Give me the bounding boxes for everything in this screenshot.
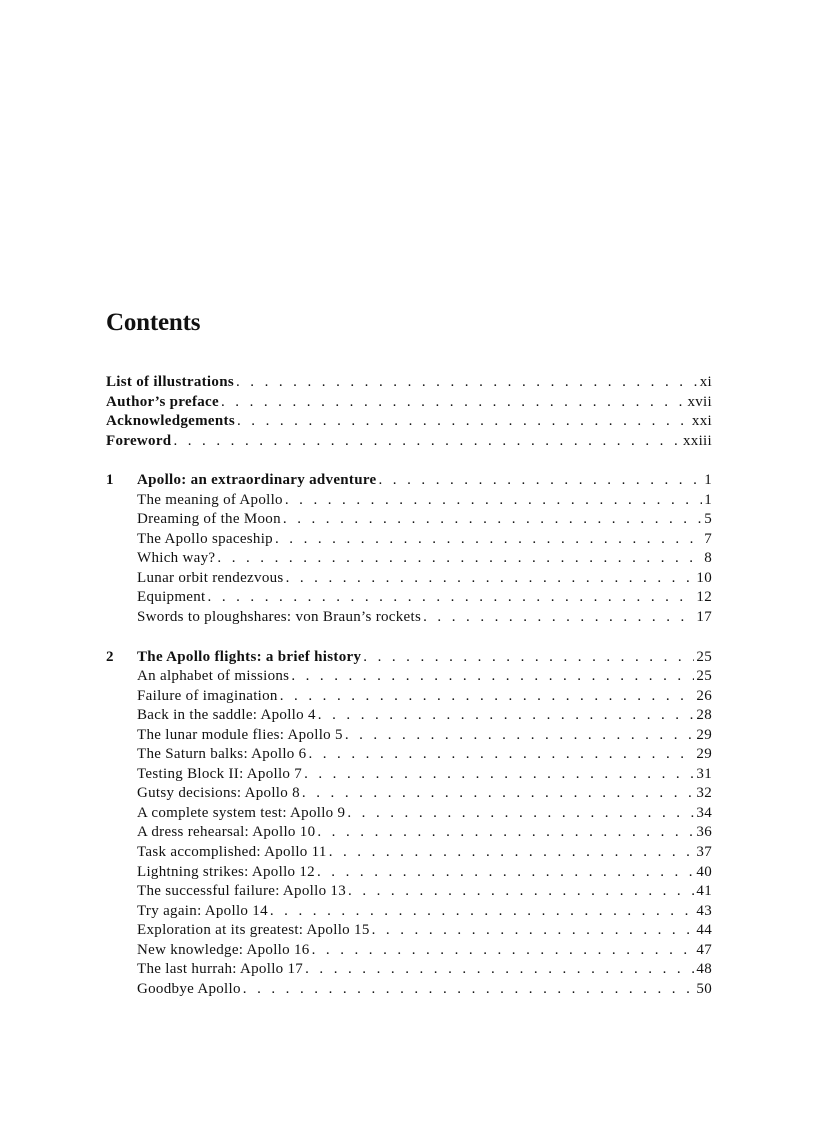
dot-leader: [372, 921, 695, 941]
section-entry: [106, 726, 712, 746]
section-entry: [106, 510, 712, 530]
section-entry: [106, 980, 712, 1000]
entry-title: The Apollo flights: a brief history: [137, 648, 362, 665]
section-entry: [106, 784, 712, 804]
section-entry: [106, 804, 712, 824]
page-number: 25: [696, 648, 712, 665]
section-entry: [106, 569, 712, 589]
page-number: 50: [696, 980, 712, 997]
page-number: 34: [696, 804, 712, 821]
page-number: 48: [696, 961, 712, 978]
front-matter-entry: [106, 393, 712, 413]
section-entry: [106, 530, 712, 550]
page-number: 1: [704, 491, 712, 508]
dot-leader: [173, 432, 681, 452]
dot-leader: [345, 726, 695, 746]
dot-leader: [347, 804, 694, 824]
section-entry: [106, 491, 712, 511]
entry-title: Back in the saddle: Apollo 4: [137, 707, 316, 724]
entry-title: The Apollo spaceship: [137, 530, 273, 547]
entry-title: The lunar module flies: Apollo 5: [137, 726, 343, 743]
section-entry: [106, 765, 712, 785]
dot-leader: [283, 510, 702, 530]
section-entry: [106, 823, 712, 843]
entry-title: Exploration at its greatest: Apollo 15: [137, 922, 370, 939]
section-entry: [106, 843, 712, 863]
page-number: 1: [704, 472, 712, 489]
dot-leader: [280, 687, 695, 707]
entry-title: Foreword: [106, 432, 172, 449]
entry-title: Dreaming of the Moon: [137, 511, 281, 528]
entry-title: Author’s preface: [106, 393, 219, 410]
dot-leader: [423, 608, 694, 628]
page-number: 32: [696, 785, 712, 802]
page-number: 47: [696, 941, 712, 958]
section-entry: [106, 549, 712, 569]
front-matter-entry: [106, 373, 712, 393]
page-number: 44: [696, 922, 712, 939]
page-number: 37: [696, 844, 712, 861]
entry-title: New knowledge: Apollo 16: [137, 941, 310, 958]
entry-title: Try again: Apollo 14: [137, 902, 268, 919]
section-entry: [106, 667, 712, 687]
section-entry: [106, 687, 712, 707]
entry-title: Failure of imagination: [137, 687, 278, 704]
dot-leader: [312, 941, 695, 961]
entry-title: The meaning of Apollo: [137, 491, 283, 508]
dot-leader: [304, 765, 694, 785]
page-number: 5: [704, 511, 712, 528]
section-entry: [106, 941, 712, 961]
entry-title: Which way?: [137, 550, 216, 567]
entry-title: The successful failure: Apollo 13: [137, 883, 347, 900]
page-number: xi: [699, 374, 712, 390]
dot-leader: [302, 784, 694, 804]
entry-title: Equipment: [137, 589, 206, 606]
entry-title: List of illustrations: [106, 374, 234, 390]
entry-title: The last hurrah: Apollo 17: [137, 961, 304, 978]
dot-leader: [329, 843, 695, 863]
front-matter-list: [106, 373, 712, 451]
chapter-entry: [106, 648, 712, 668]
page-number: 40: [696, 863, 712, 880]
dot-leader: [286, 569, 695, 589]
dot-leader: [217, 549, 702, 569]
section-entry: [106, 745, 712, 765]
dot-leader: [317, 863, 694, 883]
entry-title: Goodbye Apollo: [137, 980, 241, 997]
page-number: xvii: [687, 393, 712, 410]
dot-leader: [379, 471, 703, 491]
chapter-number: 1: [106, 472, 114, 489]
dot-leader: [291, 667, 694, 687]
section-entry: [106, 863, 712, 883]
dot-leader: [243, 980, 695, 1000]
section-entry: [106, 921, 712, 941]
dot-leader: [305, 960, 694, 980]
page-number: 10: [696, 569, 712, 586]
dot-leader: [348, 882, 694, 902]
page-number: 41: [696, 883, 712, 900]
entry-title: The Saturn balks: Apollo 6: [137, 746, 307, 763]
entry-title: Gutsy decisions: Apollo 8: [137, 785, 300, 802]
chapter-entry: [106, 471, 712, 491]
page-number: xxi: [691, 413, 712, 430]
page-number: 43: [696, 902, 712, 919]
dot-leader: [208, 588, 695, 608]
chapter-section: [106, 648, 712, 1000]
page-number: 17: [696, 609, 712, 626]
section-entry: [106, 588, 712, 608]
front-matter-entry: [106, 412, 712, 432]
page-number: 25: [696, 668, 712, 685]
entry-title: Lunar orbit rendezvous: [137, 569, 284, 586]
section-entry: [106, 902, 712, 922]
page-number: 7: [704, 530, 712, 547]
page-number: 36: [696, 824, 712, 841]
entry-title: Acknowledgements: [106, 413, 235, 430]
page-number: xxiii: [682, 432, 712, 449]
page-number: 8: [704, 550, 712, 567]
dot-leader: [237, 412, 690, 432]
dot-leader: [221, 393, 685, 413]
page-number: 26: [696, 687, 712, 704]
dot-leader: [285, 491, 702, 511]
section-entry: [106, 960, 712, 980]
entry-title: Lightning strikes: Apollo 12: [137, 863, 315, 880]
page-number: 29: [696, 746, 712, 763]
dot-leader: [363, 648, 694, 668]
entry-title: Apollo: an extraordinary adventure: [137, 472, 377, 489]
entry-title: A dress rehearsal: Apollo 10: [137, 824, 316, 841]
page-title: Contents: [106, 309, 201, 336]
chapter-list: [106, 471, 712, 999]
dot-leader: [275, 530, 702, 550]
dot-leader: [308, 745, 694, 765]
page-number: 31: [696, 765, 712, 782]
page-number: 12: [696, 589, 712, 606]
front-matter-entry: [106, 432, 712, 452]
section-entry: [106, 706, 712, 726]
page-number: 29: [696, 726, 712, 743]
entry-title: Swords to ploughshares: von Braun’s rockets: [137, 609, 422, 626]
section-entry: [106, 882, 712, 902]
entry-title: Testing Block II: Apollo 7: [137, 765, 303, 782]
dot-leader: [270, 902, 695, 922]
section-entry: [106, 608, 712, 628]
table-of-contents: [106, 373, 712, 1019]
dot-leader: [317, 823, 694, 843]
entry-title: Task accomplished: Apollo 11: [137, 844, 327, 861]
page-number: 28: [696, 707, 712, 724]
dot-leader: [236, 373, 698, 393]
chapter-number: 2: [106, 648, 114, 665]
chapter-section: [106, 471, 712, 627]
dot-leader: [318, 706, 695, 726]
entry-title: An alphabet of missions: [137, 668, 290, 685]
entry-title: A complete system test: Apollo 9: [137, 804, 346, 821]
